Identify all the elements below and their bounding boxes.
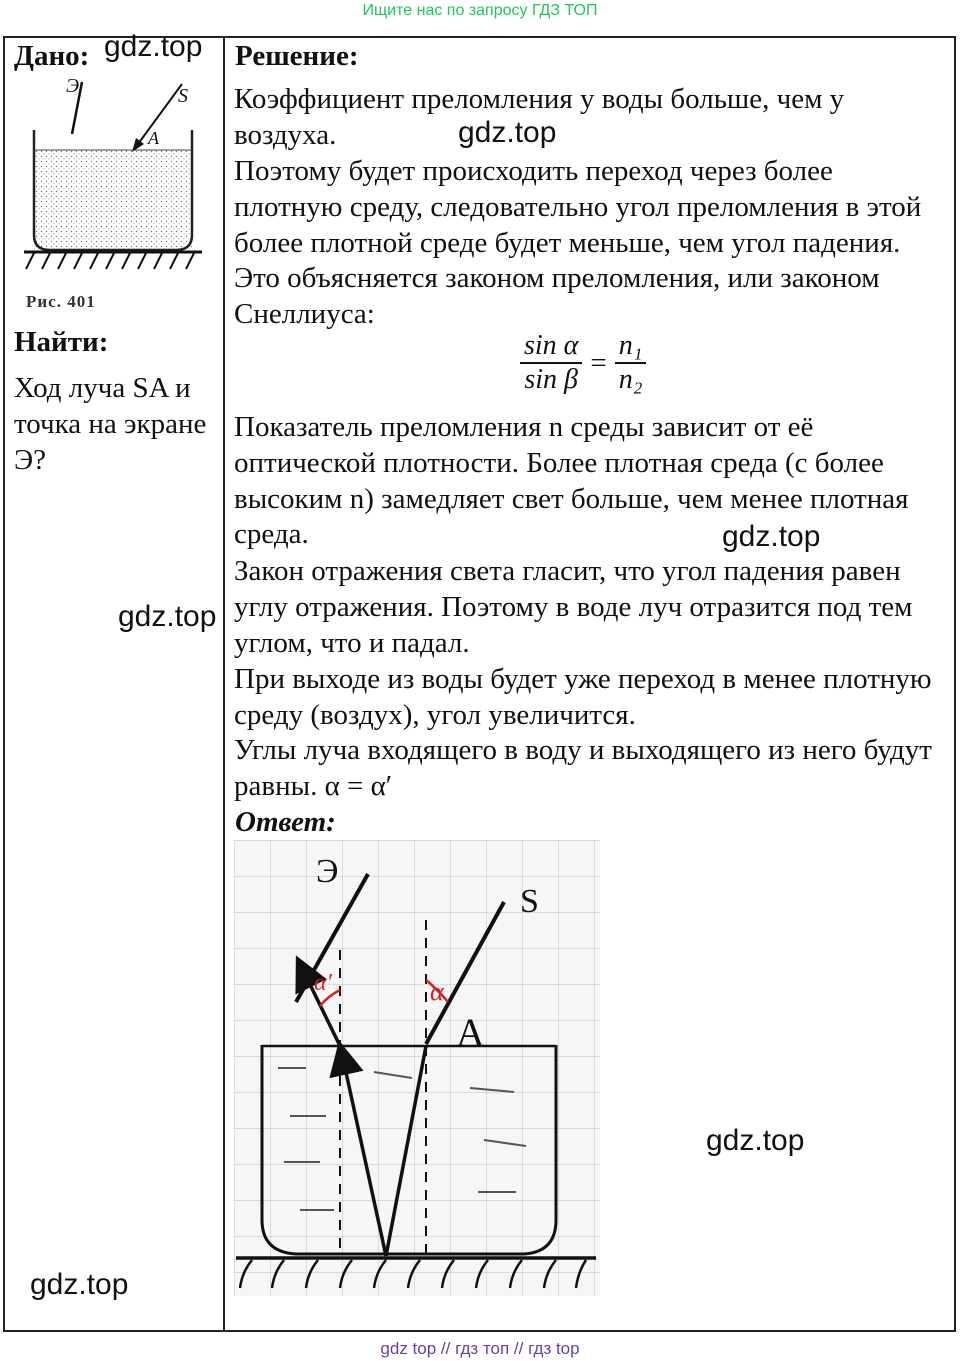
answer-source-label: S [520,883,539,920]
solution-paragraph-5: При выходе из воды будет уже переход в менее плотную среду (воздух), угол увеличится. [234,663,932,731]
column-divider [223,36,225,1332]
formula-equals: = [590,346,607,379]
snell-formula [520,330,646,396]
answer-screen-label: Э [316,853,339,890]
solution-paragraph-2: Поэтому будет происходить переход через более плотную среду, следовательно угол преломления в этой более плотной среде будет меньше, чем угол падения. Это объясняется законом преломления, или законом Снеллиуса: [234,155,922,331]
watermark: gdz.top [706,1124,805,1157]
find-heading: Найти: [14,326,109,358]
answer-point-label: A [456,1010,485,1055]
find-text: Ход луча SA и точка на экране Э? [14,372,207,476]
source-label: S [178,85,188,107]
figure-caption: Рис. 401 [26,292,96,311]
answer-heading: Ответ: [235,806,336,838]
answer-drawing [234,840,600,1296]
formula-den-left: sin β [524,364,578,395]
formula-right-fraction [615,330,647,396]
solution-paragraph-6: Углы луча входящего в воду и выходящего из него будут равны. α = α′ [234,734,932,802]
watermark: gdz.top [118,600,217,633]
water-fill [34,150,192,250]
solution-paragraph-1: Коэффициент преломления у воды больше, чем у воздуха. [234,83,845,151]
footer-links[interactable]: gdz top // гдз топ // гдз top [380,1339,580,1358]
solution-paragraph-3: Показатель преломления n среды зависит от её оптической плотности. Более плотная среда (с более высоким n) замедляет свет больше, чем менее плотная среда. [234,411,909,551]
angle-alpha-label: α [430,977,444,1006]
solution-heading: Решение: [235,40,359,72]
top-banner[interactable]: Ищите нас по запросу ГДЗ ТОП [362,2,598,19]
formula-den-right: n₂ [618,364,643,395]
solution-paragraph-4: Закон отражения света гласит, что угол падения равен углу отражения. Поэтому в воде луч отразится под тем углом, что и падал. [234,555,913,659]
watermark: gdz.top [458,116,557,149]
formula-num-right: n₁ [615,330,647,364]
given-figure [20,70,210,285]
angle-alpha-prime-label: α′ [314,970,332,996]
watermark: gdz.top [30,1268,129,1301]
watermark: gdz.top [722,520,821,553]
screen-label: Э [66,75,80,97]
ground-hatch [26,253,194,269]
formula-num-left: sin α [520,330,582,364]
watermark: gdz.top [104,30,203,63]
given-heading: Дано: [14,40,90,72]
formula-left-fraction [520,330,582,396]
ray-sa [138,84,182,144]
point-label: A [148,128,159,148]
